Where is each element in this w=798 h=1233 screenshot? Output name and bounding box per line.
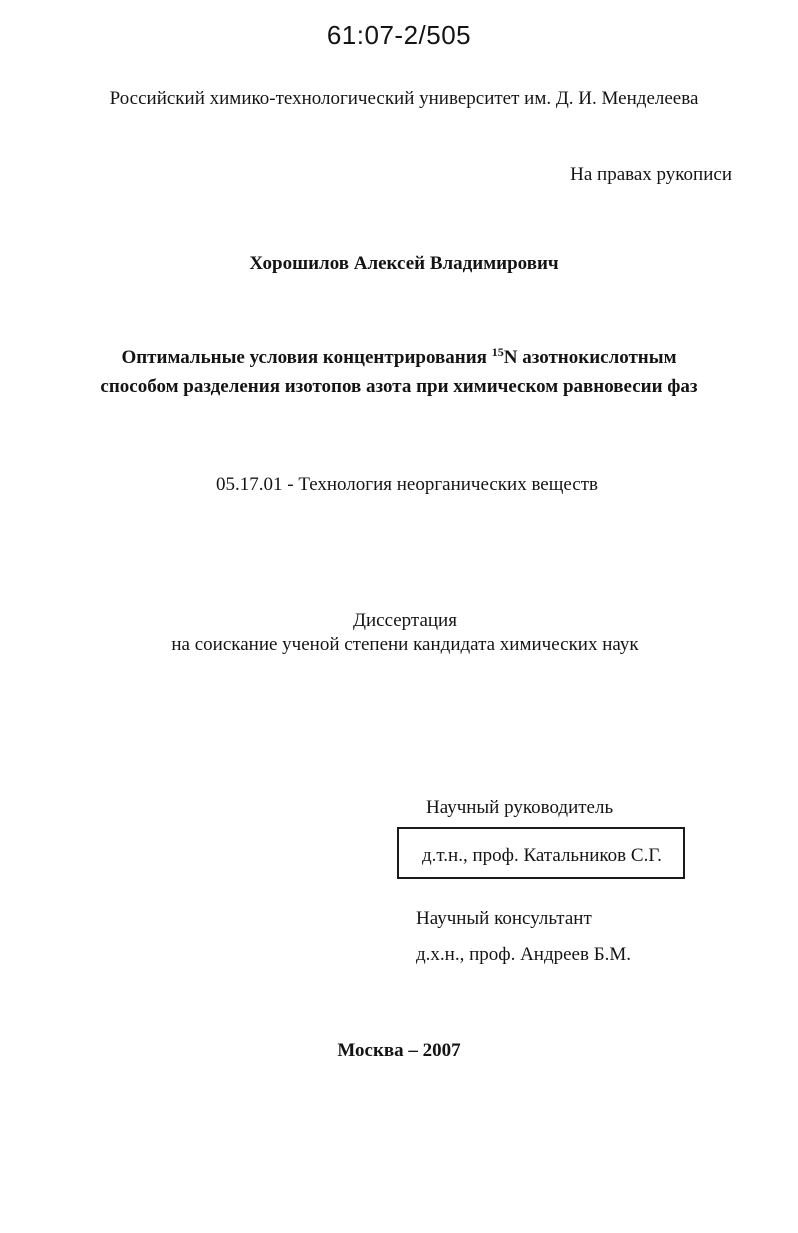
consultant-label: Научный консультант [416, 908, 592, 929]
specialty-code: 05.17.01 - Технология неорганических веществ [216, 474, 598, 495]
isotope-mass-number: 15 [491, 345, 504, 359]
consultant-name: д.х.н., проф. Андреев Б.М. [416, 944, 632, 965]
university-name: Российский химико-технологический университет им. Д. И. Менделеева [109, 88, 699, 109]
author-name: Хорошилов Алексей Владимирович [249, 253, 559, 274]
dissertation-heading: Диссертация [353, 610, 457, 631]
manuscript-rights-note: На правах рукописи [570, 164, 732, 185]
title-line1-start: Оптимальные условия концентрирования [121, 347, 492, 368]
title-line2: способом разделения изотопов азота при химическом равновесии фаз [100, 376, 698, 397]
archive-stamp-code: 61:07-2/505 [326, 20, 472, 50]
dissertation-degree-block [0, 609, 798, 657]
city-year: Москва – 2007 [337, 1040, 461, 1061]
degree-description: на соискание ученой степени кандидата химических наук [171, 634, 639, 655]
isotope-symbol: N [503, 347, 518, 368]
supervisor-name: д.т.н., проф. Катальников С.Г. [422, 845, 662, 866]
title-line1-end: азотнокислотным [517, 347, 677, 368]
dissertation-title [0, 343, 798, 401]
supervisor-label: Научный руководитель [426, 797, 614, 818]
